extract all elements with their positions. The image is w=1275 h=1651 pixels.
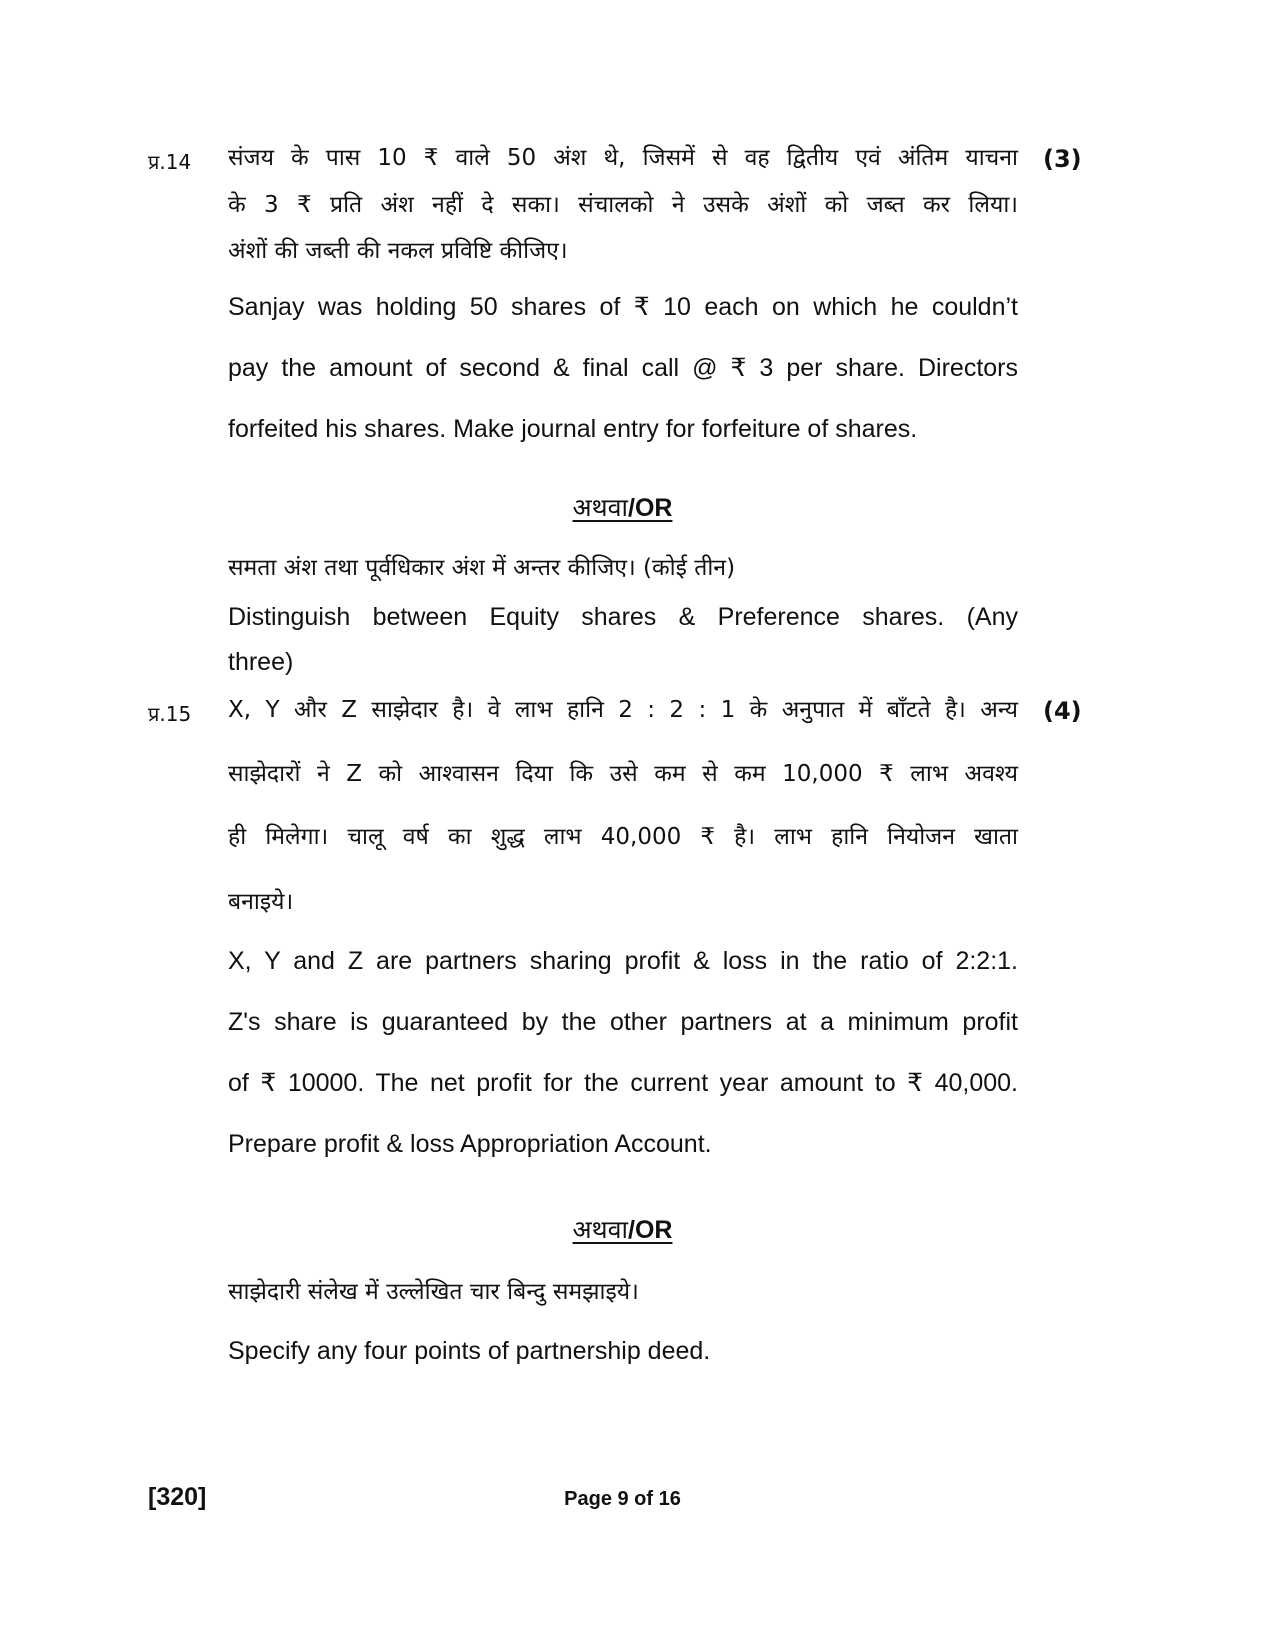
q15-alt-english-line-1: Specify any four points of partnership deed.	[228, 1337, 711, 1365]
q15-or-heading	[0, 1212, 1245, 1246]
q15-hindi-line-3: ही मिलेगा। चालू वर्ष का शुद्ध लाभ 40,000 ₹ है। लाभ हानि नियोजन खाता	[228, 824, 1018, 850]
q15-or-hindi: अथवा	[572, 1215, 628, 1244]
question-15-marks: (4)	[1043, 697, 1082, 725]
question-15-number: प्र.15	[148, 702, 192, 726]
q14-or-english: OR	[634, 494, 673, 522]
paper-code: [320]	[148, 1483, 207, 1511]
q14-alt-english-line-1: Distinguish between Equity shares & Preference shares. (Any	[228, 603, 1018, 631]
q14-or-heading	[0, 490, 1245, 524]
question-14-number: प्र.14	[148, 150, 192, 174]
q15-hindi-line-1: X, Y और Z साझेदार है। वे लाभ हानि 2 : 2 : 1 के अनुपात में बाँटते है। अन्य	[228, 697, 1018, 723]
q15-or-english: OR	[634, 1216, 673, 1244]
q14-hindi-line-3: अंशों की जब्ती की नकल प्रविष्टि कीजिए।	[228, 238, 568, 264]
q15-english-line-1: X, Y and Z are partners sharing profit & loss in the ratio of 2:2:1.	[228, 947, 1018, 975]
q15-hindi-line-2: साझेदारों ने Z को आश्वासन दिया कि उसे कम से कम 10,000 ₹ लाभ अवश्य	[228, 761, 1018, 787]
q15-english-line-4: Prepare profit & loss Appropriation Account.	[228, 1130, 712, 1158]
q15-alt-hindi-line-1: साझेदारी संलेख में उल्लेखित चार बिन्दु समझाइये।	[228, 1279, 639, 1305]
q15-or-separator: /	[628, 1216, 635, 1244]
q14-english-line-3: forfeited his shares. Make journal entry for forfeiture of shares.	[228, 415, 918, 443]
q14-alt-hindi-line-1: समता अंश तथा पूर्वधिकार अंश में अन्तर कीजिए। (कोई तीन)	[228, 555, 736, 581]
q15-english-line-3: of ₹ 10000. The net profit for the current year amount to ₹ 40,000.	[228, 1069, 1018, 1097]
q14-english-line-2: pay the amount of second & final call @ ₹ 3 per share. Directors	[228, 354, 1018, 382]
q15-english-line-2: Z's share is guaranteed by the other partners at a minimum profit	[228, 1008, 1018, 1036]
q14-hindi-line-2: के 3 ₹ प्रति अंश नहीं दे सका। संचालको ने उसके अंशों को जब्त कर लिया।	[228, 192, 1018, 218]
question-14-marks: (3)	[1043, 145, 1082, 173]
q14-or-separator: /	[628, 494, 635, 522]
q14-english-line-1: Sanjay was holding 50 shares of ₹ 10 each on which he couldn’t	[228, 293, 1018, 321]
q14-alt-english-line-2: three)	[228, 648, 294, 676]
page-number: Page 9 of 16	[564, 1488, 681, 1510]
q14-hindi-line-1: संजय के पास 10 ₹ वाले 50 अंश थे, जिसमें से वह द्वितीय एवं अंतिम याचना	[228, 145, 1018, 171]
q14-or-hindi: अथवा	[572, 493, 628, 522]
q15-hindi-line-4: बनाइये।	[228, 889, 294, 915]
